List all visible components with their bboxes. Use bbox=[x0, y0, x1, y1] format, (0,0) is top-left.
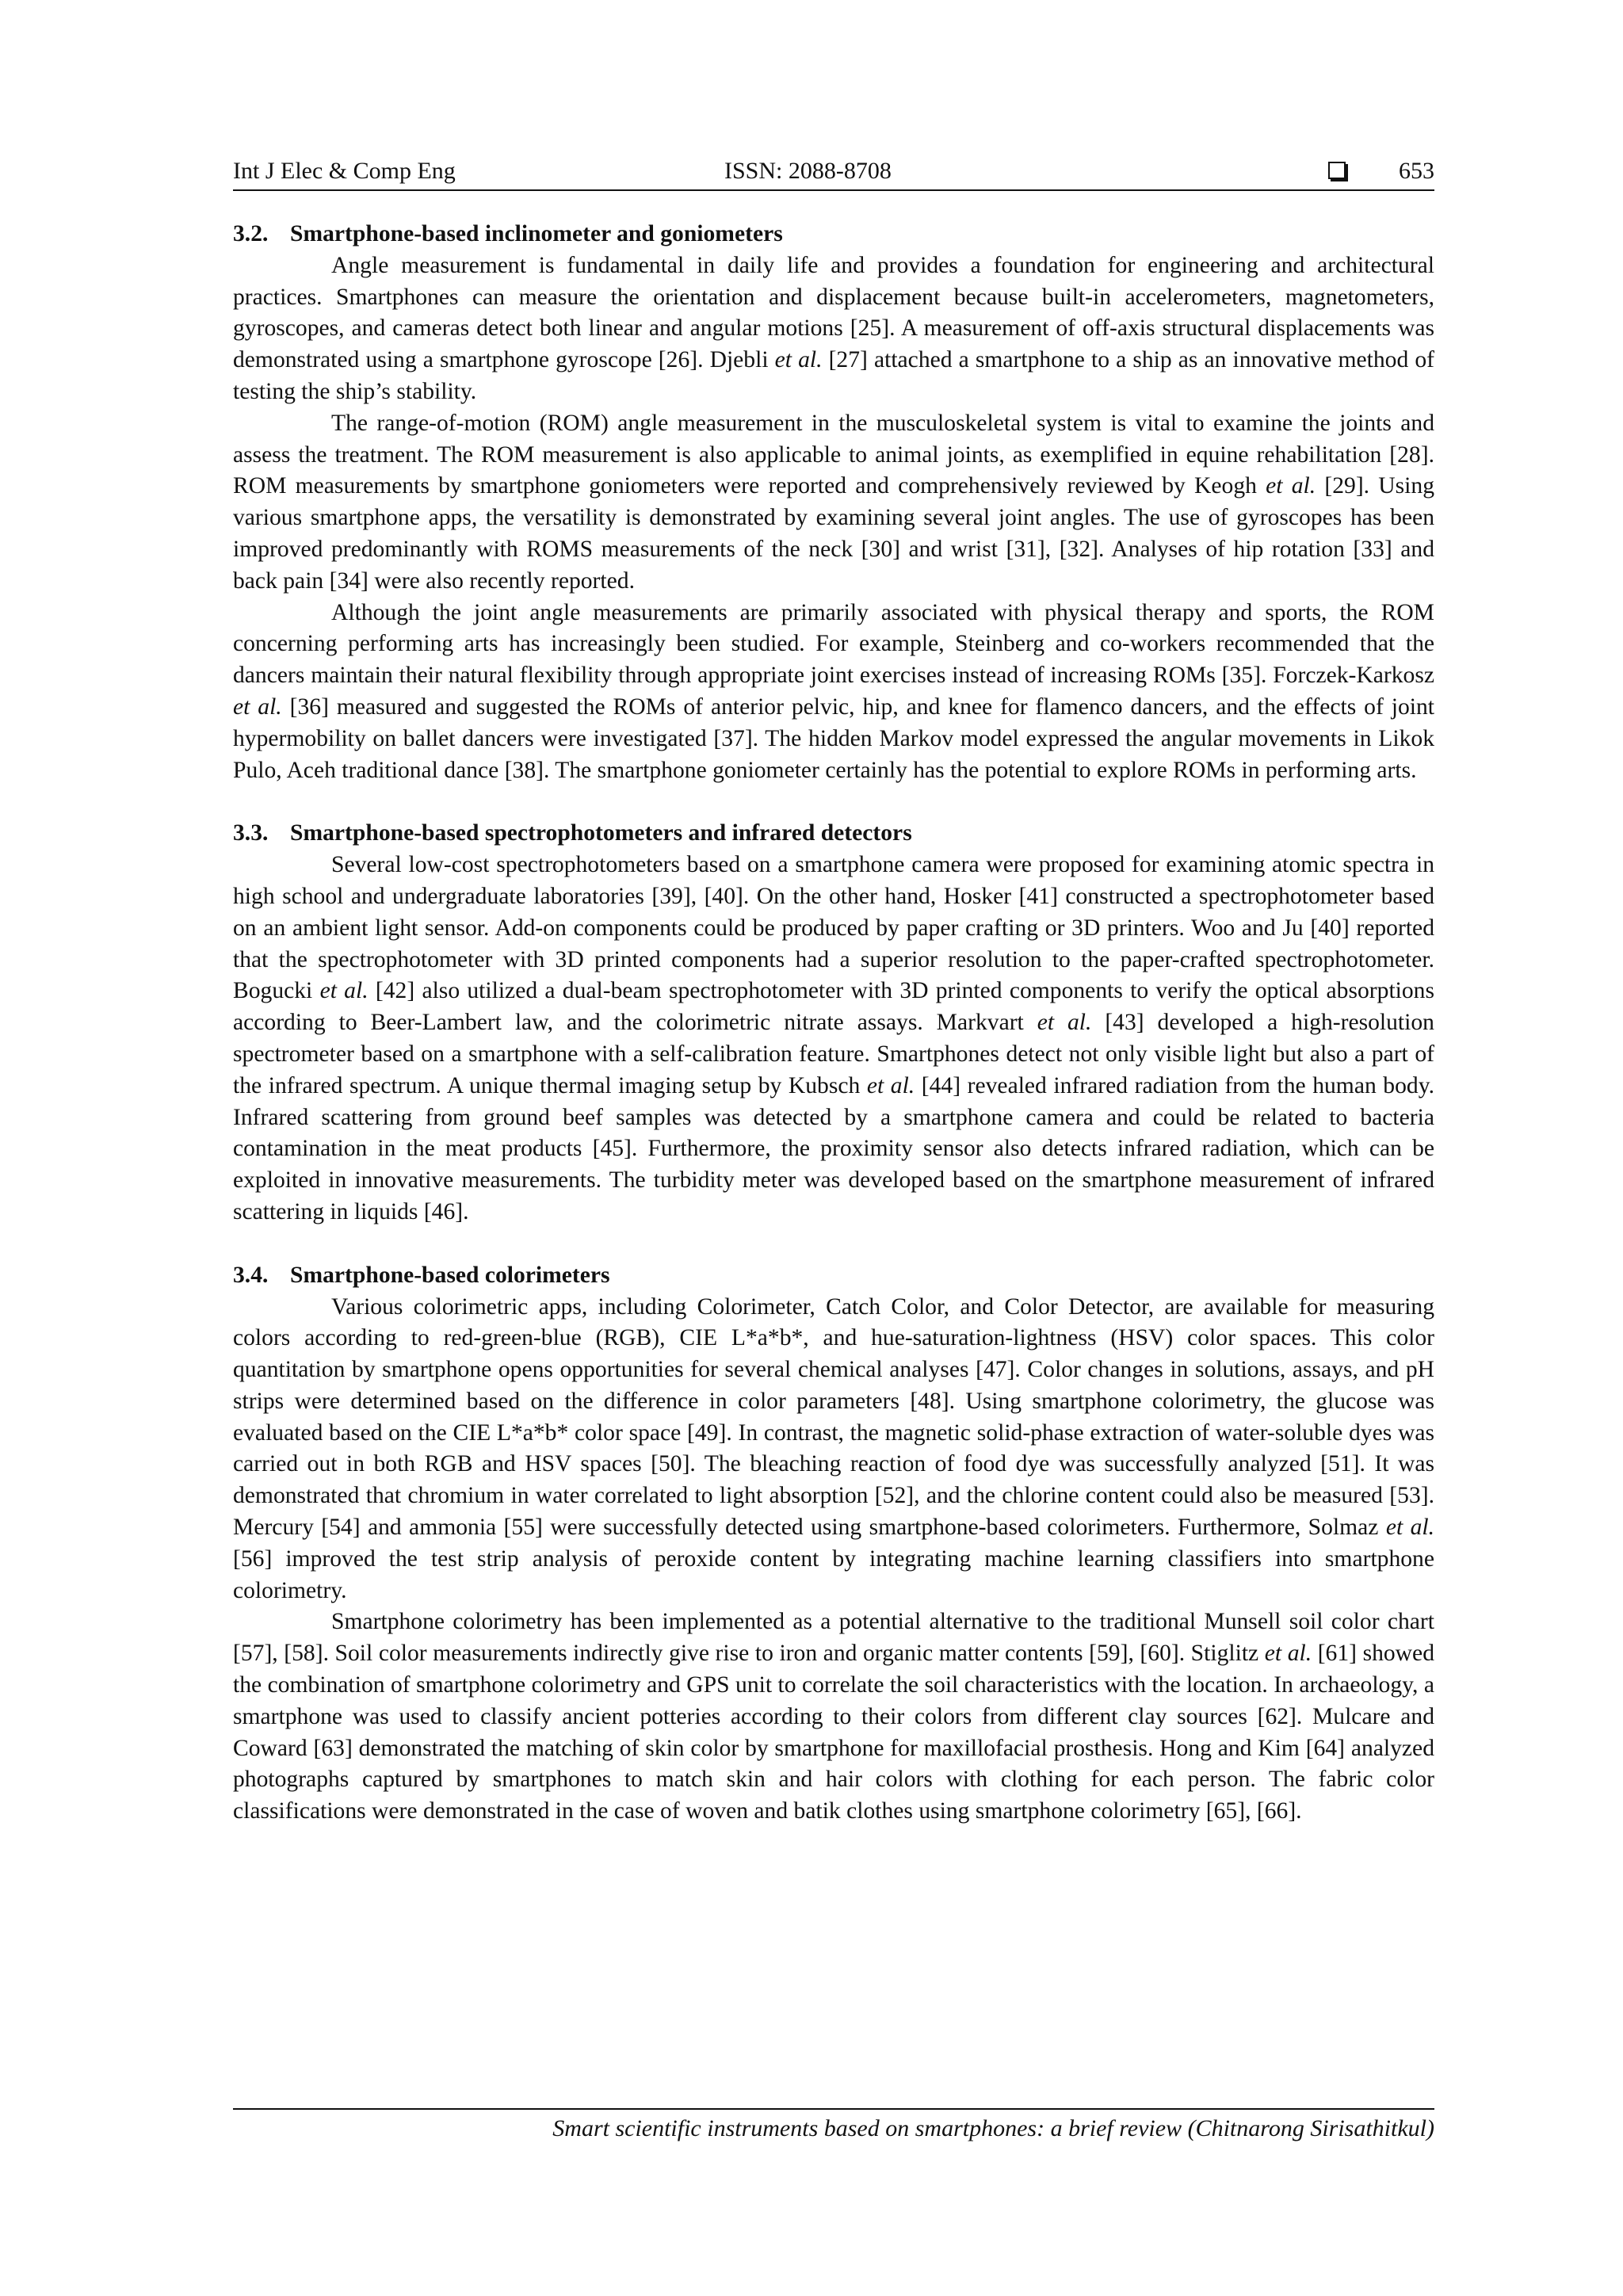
header-divider bbox=[233, 189, 1434, 191]
journal-name: Int J Elec & Comp Eng bbox=[233, 158, 456, 184]
italic-text: et al. bbox=[1264, 1641, 1312, 1667]
paragraph bbox=[233, 250, 1434, 408]
text-run: [27] attached a smartphone to a ship as an innovative method of testing the ship’s stability. bbox=[233, 347, 1434, 404]
footer-divider bbox=[233, 2108, 1434, 2110]
text-run: [43] developed a high-resolution spectrometer based on a smartphone with a self-calibration feature. Smartphones detect not only visible light but also a part of the infrared spectrum. A unique thermal imaging setup by Kubsch bbox=[233, 1010, 1434, 1098]
section bbox=[233, 818, 1434, 1228]
text-run: Although the joint angle measurements are primarily associated with physical therapy and sports, the ROM concerning performing arts has increasingly been studied. For example, Steinberg and co-workers recommended that the dancers maintain their natural flexibility through appropriate joint exercises instead of increasing ROMs [35]. Forczek-Karkosz bbox=[233, 599, 1434, 689]
section-heading bbox=[233, 1260, 1434, 1292]
section bbox=[233, 1260, 1434, 1828]
text-run: [36] measured and suggested the ROMs of anterior pelvic, hip, and knee for flamenco dancers, and the effects of joint hypermobility on ballet dancers were investigated [37]. The hidden Markov model expressed the angular movements in Likok Pulo, Aceh traditional dance [38]. The smartphone goniometer certainly has the potential to explore ROMs in performing arts. bbox=[233, 693, 1434, 783]
section-heading bbox=[233, 219, 1434, 250]
italic-text: et al. bbox=[866, 1072, 915, 1098]
section-title: Smartphone-based colorimeters bbox=[290, 1262, 610, 1288]
section bbox=[233, 219, 1434, 786]
text-run: Several low-cost spectrophotometers based on a smartphone camera were proposed for examining atomic spectra in high school and undergraduate laboratories [39], [40]. On the other hand, Hosker [41] constructed a spectrophotometer based on an ambient light sensor. Add-on components could be produced by paper crafting or 3D printers. Woo and Ju [40] reported that the spectrophotometer with 3D printed components had a superior resolution to the paper-crafted spectrophotometer. Bogucki bbox=[233, 852, 1434, 1004]
paragraph bbox=[233, 598, 1434, 787]
text-run: Angle measurement is fundamental in daily life and provides a foundation for engineering and architectural practices. Smartphones can measure the orientation and displacement because built-in accelerometers, magnetometers, gyroscopes, and cameras detect both linear and angular motions [25]. A measurement of off-axis structural displacements was demonstrated using a smartphone gyroscope [26]. Djebli bbox=[233, 252, 1434, 373]
text-run: Various colorimetric apps, including Colorimeter, Catch Color, and Color Detector, are available for measuring colors according to red-green-blue (RGB), CIE L*a*b*, and hue-saturation-lightness (HSV) color spaces. This color quantitation by smartphone opens opportunities for several chemical analyses [47]. Color changes in solutions, assays, and pH strips were determined based on the difference in color parameters [48]. Using smartphone colorimetry, the glucose was evaluated based on the CIE L*a*b* color space [49]. In contrast, the magnetic solid-phase extraction of water-soluble dyes was carried out in both RGB and HSV spaces [50]. The bleaching reaction of food dye was successfully analyzed [51]. It was demonstrated that chromium in water correlated to light absorption [52], and the chlorine content could also be measured [53]. Mercury [54] and ammonia [55] were successfully detected using smartphone-based colorimeters. Furthermore, Solmaz bbox=[233, 1293, 1434, 1541]
italic-text: et al. bbox=[233, 693, 282, 720]
section-title: Smartphone-based spectrophotometers and infrared detectors bbox=[290, 820, 912, 846]
paragraph bbox=[233, 850, 1434, 1228]
section-title: Smartphone-based inclinometer and goniometers bbox=[290, 221, 783, 246]
section-number: 3.4. bbox=[233, 1262, 269, 1288]
italic-text: et al. bbox=[774, 347, 823, 373]
issn-label: ISSN: 2088-8708 bbox=[724, 158, 892, 184]
paragraph bbox=[233, 1292, 1434, 1607]
paragraph bbox=[233, 408, 1434, 598]
text-run: Smartphone colorimetry has been implemented as a potential alternative to the traditional Munsell soil color chart [57], [58]. Soil color measurements indirectly give rise to iron and organic matter contents [59], [60]. Stiglitz bbox=[233, 1609, 1434, 1667]
checkbox-square-icon bbox=[1328, 162, 1346, 179]
running-footer: Smart scientific instruments based on smartphones: a brief review (Chitnarong Sirisathitkul) bbox=[552, 2115, 1434, 2141]
running-header bbox=[233, 155, 1434, 190]
section-number: 3.3. bbox=[233, 820, 269, 846]
text-run: [61] showed the combination of smartphone colorimetry and GPS unit to correlate the soil characteristics with the location. In archaeology, a smartphone was used to classify ancient potteries according to their colors from different clay sources [62]. Mulcare and Coward [63] demonstrated the matching of skin color by smartphone for maxillofacial prosthesis. Hong and Kim [64] analyzed photographs captured by smartphones to match skin and hair colors with clothing for each person. The fabric color classifications were demonstrated in the case of woven and batik clothes using smartphone colorimetry [65], [66]. bbox=[233, 1641, 1434, 1824]
text-run: The range-of-motion (ROM) angle measurement in the musculoskeletal system is vital to examine the joints and assess the treatment. The ROM measurement is also applicable to animal joints, as exemplified in equine rehabilitation [28]. ROM measurements by smartphone goniometers were reported and comprehensively reviewed by Keogh bbox=[233, 410, 1434, 499]
text-run: [29]. Using various smartphone apps, the versatility is demonstrated by examining several joint angles. The use of gyroscopes has been improved predominantly with ROMS measurements of the neck [30] and wrist [31], [32]. Analyses of hip rotation [33] and back pain [34] were also recently reported. bbox=[233, 473, 1434, 594]
section-heading bbox=[233, 818, 1434, 850]
paragraph bbox=[233, 1606, 1434, 1828]
page-number: 653 bbox=[1399, 158, 1434, 184]
italic-text: et al. bbox=[1385, 1515, 1434, 1541]
italic-text: et al. bbox=[319, 978, 369, 1004]
text-run: [44] revealed infrared radiation from the human body. Infrared scattering from ground beef samples was detected by a smartphone camera and could be related to bacteria contamination in the meat products [45]. Furthermore, the proximity sensor also detects infrared radiation, which can be exploited in innovative measurements. The turbidity meter was developed based on the smartphone measurement of infrared scattering in liquids [46]. bbox=[233, 1072, 1434, 1224]
text-run: [56] improved the test strip analysis of peroxide content by integrating machine learning classifiers into smartphone colorimetry. bbox=[233, 1545, 1434, 1603]
italic-text: et al. bbox=[1266, 473, 1316, 499]
italic-text: et al. bbox=[1037, 1010, 1092, 1036]
article-body bbox=[233, 219, 1434, 1828]
text-run: [42] also utilized a dual-beam spectrophotometer with 3D printed components to verify the optical absorptions according to Beer-Lambert law, and the colorimetric nitrate assays. Markvart bbox=[233, 978, 1434, 1036]
section-number: 3.2. bbox=[233, 221, 269, 246]
